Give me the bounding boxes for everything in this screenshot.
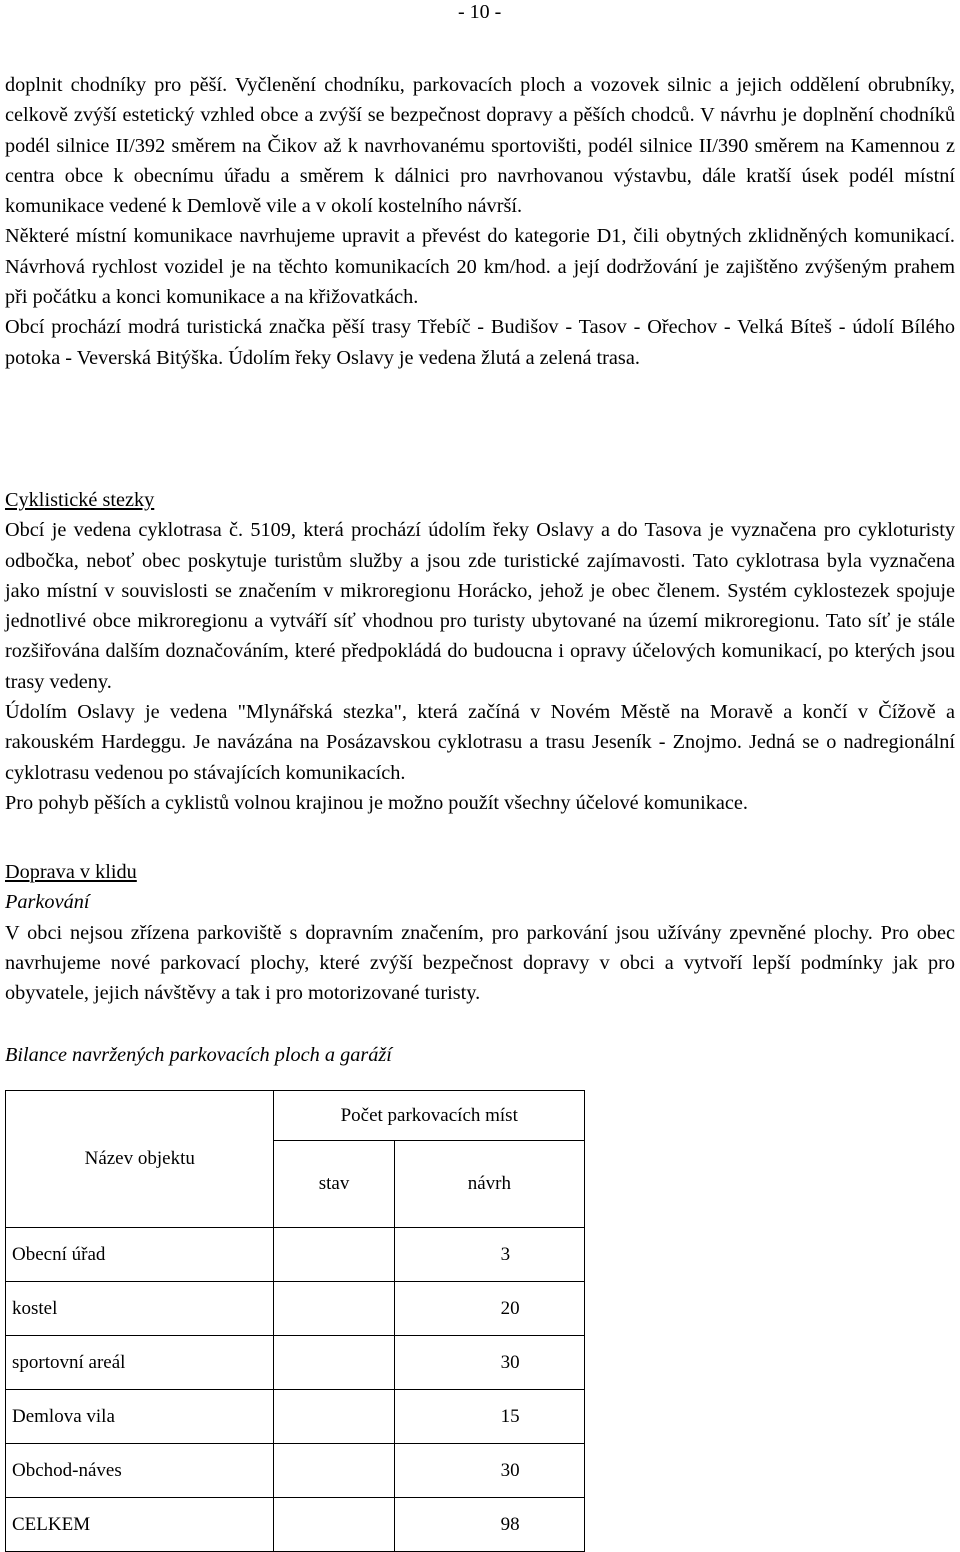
row-stav-cell xyxy=(274,1228,394,1282)
section-subheading: Parkování xyxy=(5,891,90,914)
parking-section xyxy=(5,857,955,1008)
row-navrh-cell xyxy=(394,1336,584,1390)
row-name-cell: Obchod-náves xyxy=(6,1444,274,1498)
table-row xyxy=(6,1228,585,1282)
header-group-cell: Počet parkovacích míst xyxy=(274,1091,585,1141)
cycle-section xyxy=(5,485,955,818)
row-name-cell: CELKEM xyxy=(6,1498,274,1552)
table-caption: Bilance navržených parkovacích ploch a garáží xyxy=(5,1044,392,1066)
section-heading: Doprava v klidu xyxy=(5,861,137,883)
paragraph: Pro pohyb pěších a cyklistů volnou krajinou je možno použít všechny účelové komunikace. xyxy=(5,791,748,814)
row-navrh-value: 15 xyxy=(500,1405,520,1427)
table-row xyxy=(6,1390,585,1444)
table-row xyxy=(6,1282,585,1336)
paragraph: V obci nejsou zřízena parkoviště s dopravním značením, pro parkování jsou užívány zpevněné plochy. Pro obec navrhujeme nové parkovací plochy, které zvýší bezpečnost dopravy v obci a vytvoří lepší podmínky jak pro obyvatele, jejich návštěvy a tak i pro motorizované turisty. xyxy=(5,921,955,1005)
parking-table xyxy=(5,1090,585,1552)
paragraph: Obcí prochází modrá turistická značka pěší trasy Třebíč - Budišov - Tasov - Ořechov - Velká Bíteš - údolí Bílého potoka - Veverská Bitýška. Údolím řeky Oslavy je vedena žlutá a zelená trasa. xyxy=(5,316,955,369)
paragraph: doplnit chodníky pro pěší. Vyčlenění chodníku, parkovacích ploch a vozovek silnic a jejich oddělení obrubníky, celkově zvýší estetický vzhled obce a zvýší se bezpečnost dopravy a pěších chodců. V návrhu je doplnění chodníků podél silnice II/392 směrem na Čikov až k navrhovanému sportovišti, podél silnice II/390 směrem na Kamennou z centra obce k obecnímu úřadu a směrem k dálnici pro navrhovanou výstavbu, dále kratší úsek podél místní komunikace vedené k Demlově vile a v okolí kostelního návrší. xyxy=(5,74,955,218)
row-navrh-value: 98 xyxy=(500,1513,520,1535)
row-name-cell: Demlova vila xyxy=(6,1390,274,1444)
header-name-cell: Název objektu xyxy=(6,1091,274,1228)
page-number: - 10 - xyxy=(458,1,502,23)
intro-section xyxy=(5,70,955,373)
row-stav-cell xyxy=(274,1498,394,1552)
row-navrh-cell xyxy=(394,1390,584,1444)
row-navrh-cell xyxy=(394,1228,584,1282)
row-navrh-cell xyxy=(394,1498,584,1552)
header-stav-cell: stav xyxy=(274,1141,394,1228)
row-navrh-cell xyxy=(394,1282,584,1336)
row-navrh-value: 30 xyxy=(500,1459,520,1481)
table-row xyxy=(6,1444,585,1498)
table-row xyxy=(6,1336,585,1390)
row-navrh-cell xyxy=(394,1444,584,1498)
table-header-row xyxy=(6,1091,585,1141)
row-stav-cell xyxy=(274,1444,394,1498)
section-heading: Cyklistické stezky xyxy=(5,489,155,511)
paragraph: Některé místní komunikace navrhujeme upravit a převést do kategorie D1, čili obytných zklidněných komunikací. Návrhová rychlost vozidel je na těchto komunikacích 20 km/hod. a její dodržování je zajištěno zvýšeným prahem při počátku a konci komunikace a na křižovatkách. xyxy=(5,225,955,309)
row-navrh-value: 3 xyxy=(500,1243,511,1265)
row-stav-cell xyxy=(274,1336,394,1390)
row-stav-cell xyxy=(274,1390,394,1444)
table-row-total xyxy=(6,1498,585,1552)
header-navrh-cell: návrh xyxy=(394,1141,584,1228)
row-name-cell: kostel xyxy=(6,1282,274,1336)
row-navrh-value: 30 xyxy=(500,1351,520,1373)
row-navrh-value: 20 xyxy=(500,1297,520,1319)
row-name-cell: Obecní úřad xyxy=(6,1228,274,1282)
row-stav-cell xyxy=(274,1282,394,1336)
row-name-cell: sportovní areál xyxy=(6,1336,274,1390)
paragraph: Obcí je vedena cyklotrasa č. 5109, která prochází údolím řeky Oslavy a do Tasova je vyznačena pro cykloturisty odbočka, neboť obec poskytuje turistům služby a jsou zde turistické zajímavosti. Tato cyklotrasa byla vyznačena jako místní v souvislosti se značením v mikroregionu Horácko, jehož je obec členem. Systém cyklostezek spojuje jednotlivé obce mikroregionu a vytváří síť vhodnou pro turisty ubytované na území mikroregionu. Tato síť je stále rozšiřována dalším doznačováním, které předpokládá do budoucna i opravy účelových komunikací, po kterých jsou trasy vedeny. xyxy=(5,519,955,693)
paragraph: Údolím Oslavy je vedena "Mlynářská stezka", která začíná v Novém Městě na Moravě a končí v Čížově a rakouském Hardeggu. Je navázána na Posázavskou cyklotrasu a trasu Jeseník - Znojmo. Jedná se o nadregionální cyklotrasu vedenou po stávajících komunikacích. xyxy=(5,701,955,784)
